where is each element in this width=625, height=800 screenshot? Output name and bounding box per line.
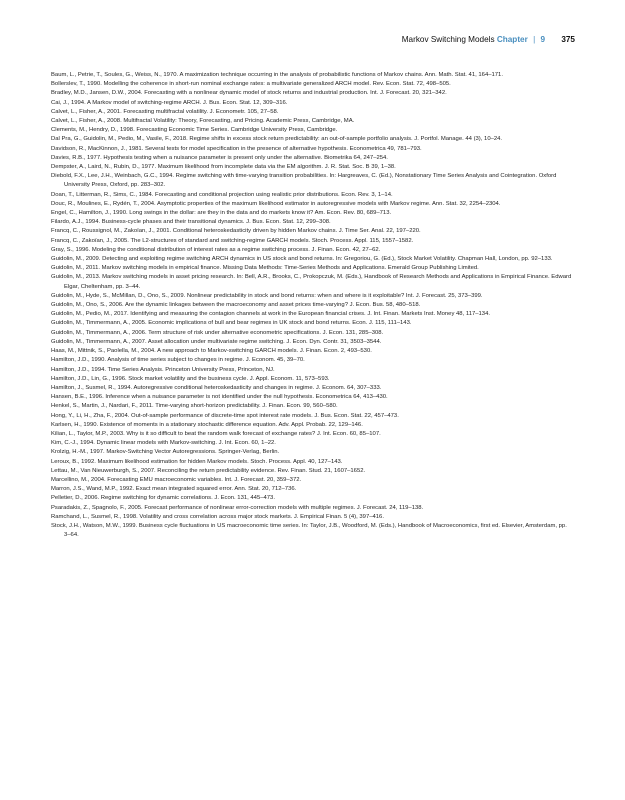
reference-entry: Guidolin, M., Timmermann, A., 2005. Economic implications of bull and bear regimes in UK stock and bond returns. Econ. J. 115, 111–143. [51, 320, 412, 327]
reference-entry: Davidson, R., MacKinnon, J., 1981. Several tests for model specification in the presence of alternative hypothesis. Econometrica 49, 781–793. [51, 145, 422, 152]
reference-entry: Kilian, L., Taylor, M.P., 2003. Why is it so difficult to beat the random walk forecast of exchange rates? J. Int. Econ. 60, 85–107. [51, 430, 381, 437]
reference-entry: Guidolin, M., 2011. Markov switching models in empirical finance. Missing Data Methods: Time-Series Methods and Applications. Emerald Group Publishing Limited. [51, 265, 479, 272]
reference-entry: Francq, C., Zakoïan, J., 2005. The L2-structures of standard and switching-regime GARCH models. Stoch. Process. Appl. 115, 1557–1582. [51, 237, 414, 244]
reference-entry: Henkel, S., Martin, J., Nardari, F., 2011. Time-varying short-horizon predictability. J. Finan. Econ. 99, 560–580. [51, 403, 338, 410]
reference-entry: Stock, J.H., Watson, M.W., 1999. Business cycle fluctuations in US macroeconomic time series. In: Taylor, J.B., Woodford, M. (Eds.), Handbook of Macroeconomics, first ed. Elsevier, Amsterdam, pp. 3–64. [51, 522, 567, 539]
reference-entry: Calvet, L., Fisher, A., 2008. Multifractal Volatility: Theory, Forecasting, and Pricing. Academic Press, Cambridge, MA. [51, 118, 355, 125]
reference-entry: Dempster, A., Laird, N., Rubin, D., 1977. Maximum likelihood from incomplete data via the EM algorithm. J. R. Stat. Soc. B 39, 1–38. [51, 164, 396, 171]
reference-entry: Doan, T., Litterman, R., Sims, C., 1984. Forecasting and conditional projection using realistic prior distributions. Econ. Rev. 3, 1–14. [51, 191, 393, 198]
reference-entry: Lettau, M., Van Nieuwerburgh, S., 2007. Reconciling the return predictability evidence. Rev. Finan. Stud. 21, 1607–1652. [51, 467, 366, 474]
reference-entry: Hamilton, J., Susmel, R., 1994. Autoregressive conditional heteroskedasticity and changes in regime. J. Econom. 64, 307–333. [51, 384, 382, 391]
reference-entry: Hamilton, J.D., 1994. Time Series Analysis. Princeton University Press, Princeton, NJ. [51, 366, 275, 373]
reference-list [51, 71, 573, 540]
running-head [402, 35, 575, 44]
reference-entry: Filardo, A.J., 1994. Business-cycle phases and their transitional dynamics. J. Bus. Econ. Stat. 12, 299–308. [51, 219, 331, 226]
reference-entry: Kim, C.-J., 1994. Dynamic linear models with Markov-switching. J. Int. Econ. 60, 1–22. [51, 440, 276, 447]
reference-entry: Francq, C., Roussignol, M., Zakoïan, J., 2001. Conditional heteroskedasticity driven by hidden Markov chains. J. Time Ser. Anal. 22, 197–220. [51, 228, 421, 235]
reference-entry: Guidolin, M., Pedio, M., 2017. Identifying and measuring the contagion channels at work in the European financial crises. J. Int. Finan. Markets Inst. Money 48, 117–134. [51, 311, 490, 318]
reference-entry: Psaradakis, Z., Spagnolo, F., 2005. Forecast performance of nonlinear error-correction models with multiple regimes. J. Forecast. 24, 119–138. [51, 504, 424, 511]
reference-entry: Cai, J., 1994. A Markov model of switching-regime ARCH. J. Bus. Econ. Stat. 12, 309–316. [51, 99, 288, 106]
reference-entry: Leroux, B., 1992. Maximum likelihood estimation for hidden Markov models. Stoch. Process. Appl. 40, 127–143. [51, 458, 343, 465]
reference-entry: Baum, L., Petrie, T., Soules, G., Weiss, N., 1970. A maximization technique occurring in the analysis of probabilistic functions of Markov chains. Ann. Math. Stat. 41, 164–171. [51, 72, 503, 78]
running-head-separator: | [533, 35, 536, 44]
reference-entry: Guidolin, M., Ono, S., 2006. Are the dynamic linkages between the macroeconomy and asset prices time-varying? J. Econ. Bus. 58, 480–518. [51, 302, 421, 309]
page-number: 375 [561, 35, 575, 44]
reference-entry: Hansen, B.E., 1996. Inference when a nuisance parameter is not identified under the null hypothesis. Econometrica 64, 413–430. [51, 394, 388, 401]
reference-entry: Douc, R., Moulines, E., Rydén, T., 2004. Asymptotic properties of the maximum likelihood estimator in autoregressive models with Markov regime. Ann. Stat. 32, 2254–2304. [51, 200, 501, 207]
reference-entry: Marcellino, M., 2004. Forecasting EMU macroeconomic variables. Int. J. Forecast. 20, 359–372. [51, 476, 302, 483]
reference-entry: Dal Pra, G., Guidolin, M., Pedio, M., Vasile, F., 2018. Regime shifts in excess stock return predictability: an out-of-sample portfolio analysis. J. Portfol. Manage. 44 (3), 10–24. [51, 136, 503, 143]
reference-entry: Engel, C., Hamilton, J., 1990. Long swings in the dollar: are they in the data and do markets know it? Am. Econ. Rev. 80, 689–713. [51, 210, 392, 217]
reference-entry: Calvet, L., Fisher, A., 2001. Forecasting multifractal volatility. J. Econometr. 105, 27–58. [51, 108, 279, 115]
reference-entry: Pelletier, D., 2006. Regime switching for dynamic correlations. J. Econ. 131, 445–473. [51, 495, 275, 502]
running-head-chapter-number: 9 [540, 35, 546, 44]
reference-entry: Hamilton, J.D., 1990. Analysis of time series subject to changes in regime. J. Econom. 45, 39–70. [51, 357, 305, 364]
reference-entry: Marron, J.S., Wand, M.P., 1992. Exact mean integrated squared error. Ann. Stat. 20, 712–736. [51, 486, 297, 493]
reference-entry: Gray, S., 1996. Modeling the conditional distribution of interest rates as a regime switching process. J. Finan. Econ. 42, 27–62. [51, 246, 381, 253]
reference-entry: Hong, Y., Li, H., Zha, F., 2004. Out-of-sample performance of discrete-time spot interest rate models. J. Bus. Econ. Stat. 22, 457–473. [51, 412, 399, 419]
reference-entry: Bradley, M.D., Jansen, D.W., 2004. Forecasting with a nonlinear dynamic model of stock returns and industrial production. Int. J. Forecast. 20, 321–342. [51, 90, 447, 97]
reference-entry: Guidolin, M., 2009. Detecting and exploiting regime switching ARCH dynamics in US stock and bond returns. In: Gregoriou, G. (Ed.), Stock Market Volatility. Chapman Hall, London, pp. 92–133. [51, 256, 553, 263]
reference-entry: Haas, M., Mittnik, S., Paolella, M., 2004. A new approach to Markov-switching GARCH models. J. Finan. Econ. 2, 493–530. [51, 348, 372, 355]
running-head-chapter-label: Chapter [496, 35, 528, 44]
reference-entry: Guidolin, M., 2013. Markov switching models in asset pricing research. In: Bell, A.R., Brooks, C., Prokopczuk, M. (Eds.), Handbook of Research Methods and Applications in Empirical Finance. Edward Elgar, Cheltenham, pp. 3–44. [51, 274, 572, 290]
reference-entry: Bollerslev, T., 1990. Modelling the coherence in short-run nominal exchange rates: a multivariate generalized ARCH model. Rev. Econ. Stat. 72, 498–505. [51, 81, 451, 88]
reference-entry: Clements, M., Hendry, D., 1998. Forecasting Economic Time Series. Cambridge University Press, Cambridge. [51, 127, 338, 134]
reference-entry: Hamilton, J.D., Lin, G., 1996. Stock market volatility and the business cycle. J. Appl. Econom. 11, 573–593. [51, 375, 330, 382]
reference-entry: Ramchand, L., Susmel, R., 1998. Volatility and cross correlation across major stock markets. J. Empirical Finan. 5 (4), 397–416. [51, 513, 384, 520]
reference-entry: Guidolin, M., Hyde, S., McMillan, D., Ono, S., 2009. Nonlinear predictability in stock and bond returns: when and where is it exploitable? Int. J. Forecast. 25, 373–399. [51, 292, 483, 299]
running-head-title: Markov Switching Models [401, 35, 495, 44]
reference-entry: Guidolin, M., Timmermann, A., 2006. Term structure of risk under alternative econometric specifications. J. Econ. 131, 285–308. [51, 329, 384, 336]
reference-entry: Davies, R.B., 1977. Hypothesis testing when a nuisance parameter is present only under the alternative. Biometrika 64, 247–254. [51, 154, 388, 161]
reference-entry: Diebold, F.X., Lee, J.H., Weinbach, G.C., 1994. Regime switching with time-varying transition probabilities. In: Hargreaves, C. (Ed.), Nonstationary Time Series Analysis and Cointegration. Oxford University Press, Oxford, pp. 283–302. [51, 173, 557, 189]
reference-entry: Guidolin, M., Timmermann, A., 2007. Asset allocation under multivariate regime switching. J. Econ. Dyn. Contr. 31, 3503–3544. [51, 338, 382, 345]
reference-entry: Krolzig, H.-M., 1997. Markov-Switching Vector Autoregressions. Springer-Verlag, Berlin. [51, 449, 280, 456]
reference-entry: Karlsen, H., 1990. Existence of moments in a stationary stochastic difference equation. Adv. Appl. Probab. 22, 129–146. [51, 421, 363, 428]
